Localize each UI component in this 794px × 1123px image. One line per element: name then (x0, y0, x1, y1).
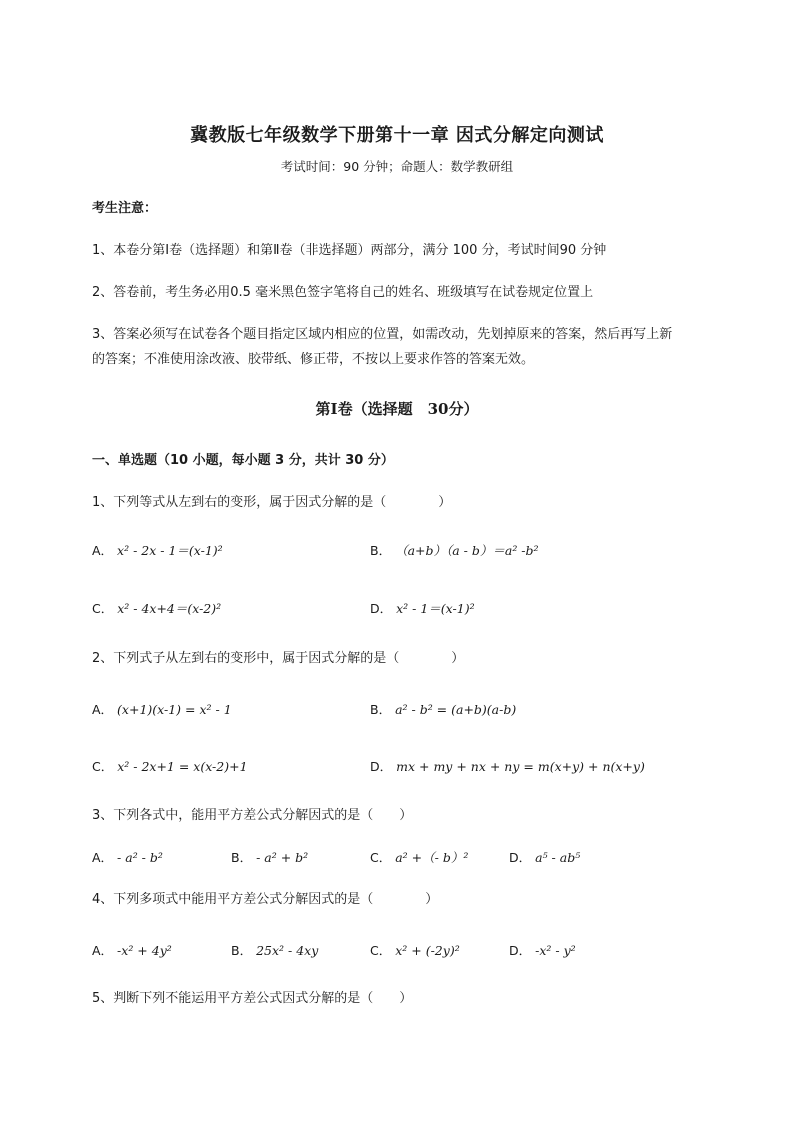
q1-option-b (370, 541, 539, 561)
option-text: mx + my + nx + ny = m(x+y) + n(x+y) (396, 759, 645, 774)
question-4: 4、下列多项式中能用平方差公式分解因式的是（ ） (92, 892, 439, 907)
notice-heading: 考生注意： (92, 201, 158, 216)
option-text: - a² + b² (256, 850, 309, 865)
q4-option-c (370, 941, 460, 961)
option-text: x² - 2x - 1＝(x-1)² (117, 543, 223, 558)
exam-info: 考试时间：90 分钟；命题人：数学教研组 (280, 159, 514, 174)
option-text: x² - 4x+4＝(x-2)² (117, 601, 222, 616)
option-label: A． (92, 943, 114, 958)
notice-item-3-line-2: 的答案；不准使用涂改液、胶带纸、修正带，不按以上要求作答的答案无效。 (92, 352, 535, 367)
q3-option-b (231, 848, 308, 868)
option-label: C． (370, 850, 392, 865)
option-label: A． (92, 543, 114, 558)
question-1: 1、下列等式从左到右的变形，属于因式分解的是（ ） (92, 495, 452, 510)
option-text: （a+b）（a - b）＝a² -b² (395, 543, 539, 558)
option-text: 25x² - 4xy (256, 943, 319, 958)
option-label: D． (509, 943, 532, 958)
option-text: x² - 2x+1 = x(x-2)+1 (117, 759, 248, 774)
q3-option-c (370, 848, 468, 868)
q3-option-a (92, 848, 163, 868)
option-text: -x² - y² (535, 943, 576, 958)
option-label: D． (509, 850, 532, 865)
q1-option-d (370, 599, 475, 619)
question-2: 2、下列式子从左到右的变形中，属于因式分解的是（ ） (92, 651, 465, 666)
q2-option-d (370, 757, 645, 777)
option-text: x² - 1＝(x-1)² (396, 601, 475, 616)
option-label: A． (92, 702, 114, 717)
option-text: x² + (-2y)² (395, 943, 460, 958)
q4-option-b (231, 941, 318, 961)
option-label: B． (370, 702, 392, 717)
option-label: B． (370, 543, 392, 558)
option-text: a⁵ - ab⁵ (535, 850, 581, 865)
page-title: 冀教版七年级数学下册第十一章 因式分解定向测试 (190, 125, 604, 146)
q4-option-d (509, 941, 576, 961)
option-label: C． (370, 943, 392, 958)
option-label: D． (370, 601, 393, 616)
option-label: D． (370, 759, 393, 774)
section-heading: 第Ⅰ卷（选择题 30分） (315, 400, 479, 418)
notice-item-2: 2、答卷前，考生务必用0.5 毫米黑色签字笔将自己的姓名、班级填写在试卷规定位置上 (92, 285, 594, 300)
option-text: a² - b² = (a+b)(a-b) (395, 702, 517, 717)
option-text: a² +（- b）² (395, 850, 469, 865)
q2-option-c (92, 757, 248, 777)
option-label: C． (92, 601, 114, 616)
option-text: - a² - b² (117, 850, 163, 865)
part-heading: 一、单选题（10 小题，每小题 3 分，共计 30 分） (92, 453, 394, 468)
option-text: -x² + 4y² (117, 943, 172, 958)
notice-item-1: 1、本卷分第Ⅰ卷（选择题）和第Ⅱ卷（非选择题）两部分，满分 100 分，考试时间90 分钟 (92, 243, 607, 258)
q2-option-b (370, 700, 516, 720)
q4-option-a (92, 941, 172, 961)
option-label: B． (231, 943, 253, 958)
notice-item-3-line-1: 3、答案必须写在试卷各个题目指定区域内相应的位置，如需改动，先划掉原来的答案，然后再写上新 (92, 327, 673, 342)
option-label: A． (92, 850, 114, 865)
option-label: C． (92, 759, 114, 774)
q1-option-c (92, 599, 221, 619)
question-3: 3、下列各式中，能用平方差公式分解因式的是（ ） (92, 808, 413, 823)
option-text: (x+1)(x-1) = x² - 1 (117, 702, 232, 717)
option-label: B． (231, 850, 253, 865)
q3-option-d (509, 848, 580, 868)
q2-option-a (92, 700, 232, 720)
q1-option-a (92, 541, 223, 561)
question-5: 5、判断下列不能运用平方差公式因式分解的是（ ） (92, 991, 413, 1006)
